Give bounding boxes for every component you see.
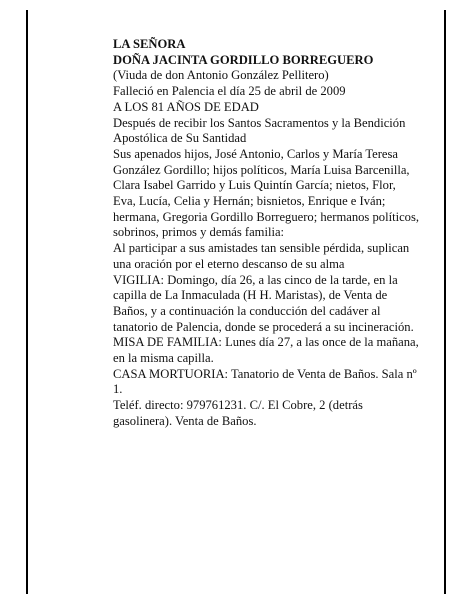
widow-of-line: (Viuda de don Antonio González Pellitero) [113, 68, 329, 83]
funeral-home: CASA MORTUORIA: Tanatorio de Venta de Baños. Sala nº 1. [113, 366, 417, 397]
family-mass: MISA DE FAMILIA: Lunes día 27, a las once de la mañana, en la misma capilla. [113, 335, 419, 366]
death-line: Falleció en Palencia el día 25 de abril de 2009 [113, 84, 346, 99]
vigil-paragraph: VIGILIA: Domingo, día 26, a las cinco de la tarde, en la capilla de La Inmaculada (H H. Maristas), de Venta de Baños, y a continuación la conducción del cadáver al tanatorio de Palencia, donde se procederá a su incineración. [113, 272, 414, 334]
deceased-name: DOÑA JACINTA GORDILLO BORREGUERO [113, 52, 374, 67]
notice-title: LA SEÑORA [113, 37, 186, 51]
family-paragraph: Sus apenados hijos, José Antonio, Carlos y María Teresa González Gordillo; hijos políticos, María Luisa Barcenilla, Clara Isabel Garrido y Luis Quintín García; nietos, Flor, Eva, Lucía, Celia y Hernán; bisnietos, Enrique e Iván; hermana, Gregoria Gordillo Borreguero; hermanos políticos, sobrinos, primos y demás familia: [113, 146, 420, 240]
prayer-request: Al participar a sus amistades tan sensible pérdida, suplican una oración por el eterno descanso de su alma [113, 241, 410, 271]
age-line: A LOS 81 AÑOS DE EDAD [113, 99, 259, 114]
obituary-notice [113, 37, 421, 430]
sacraments-line: Después de recibir los Santos Sacramentos y la Bendición Apostólica de Su Santidad [113, 115, 406, 146]
contact-line: Teléf. directo: 979761231. C/. El Cobre, 2 (detrás gasolinera). Venta de Baños. [113, 398, 363, 428]
